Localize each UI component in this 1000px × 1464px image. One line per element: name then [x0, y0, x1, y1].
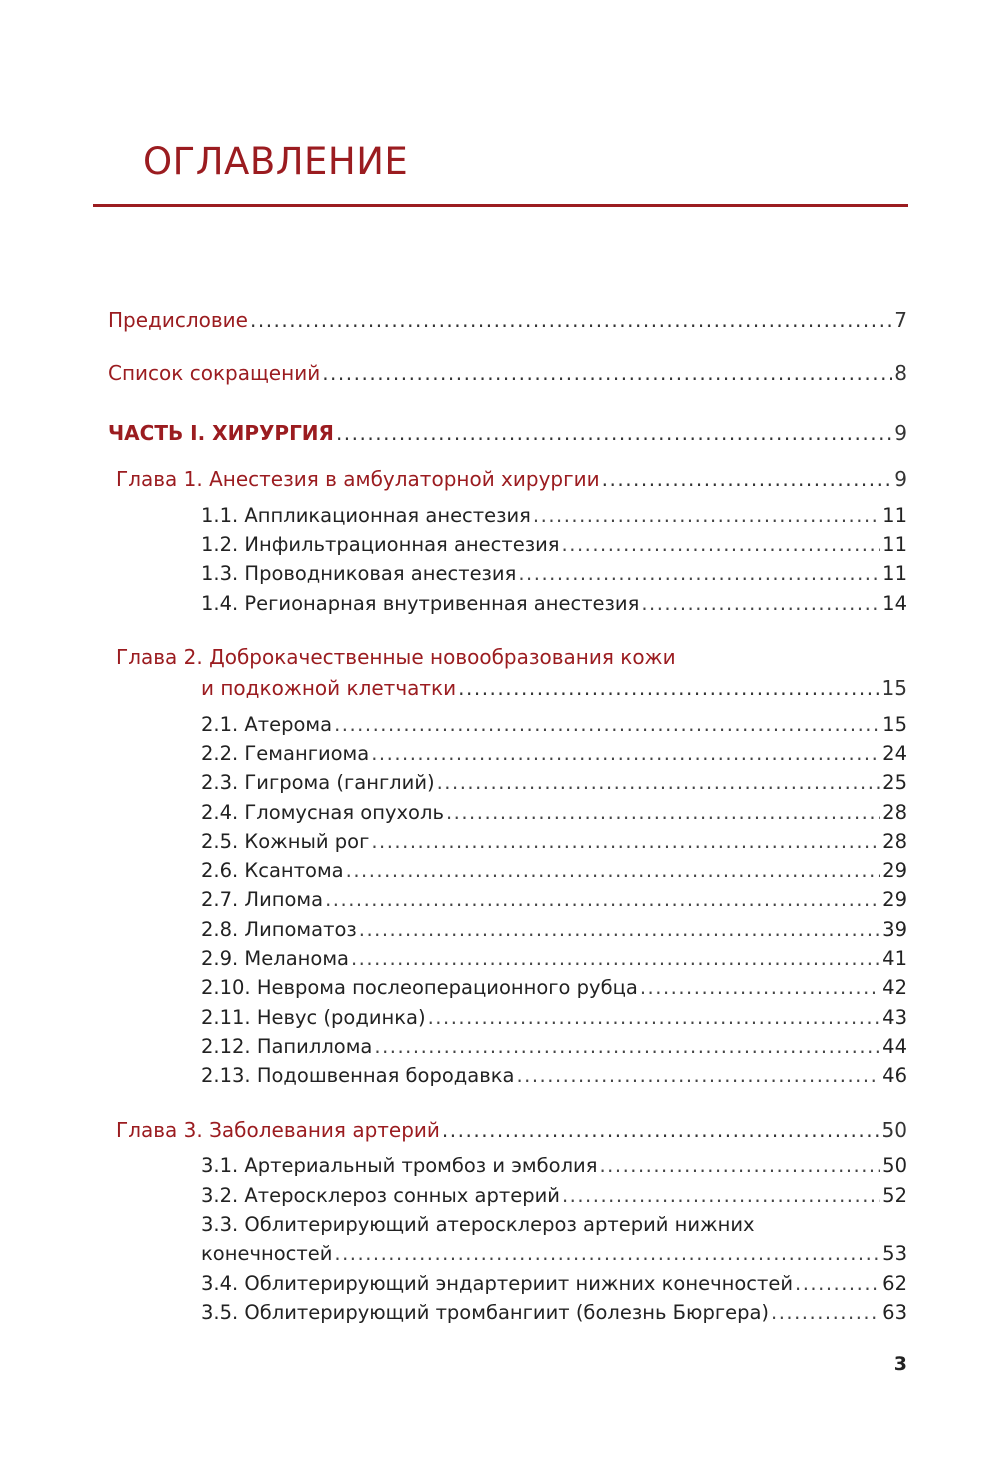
dot-leader	[516, 1066, 880, 1086]
toc-entry-page: 9	[894, 421, 907, 445]
toc-entry-title: 2.10. Неврома послеоперационного рубца	[201, 976, 638, 999]
toc-entry-title: 3.1. Артериальный тромбоз и эмболия	[201, 1154, 598, 1177]
toc-entry-abbreviations[interactable]	[108, 363, 907, 383]
toc-entry-title: 1.4. Регионарная внутривенная анестезия	[201, 592, 640, 615]
toc-entry-section-2-2[interactable]	[201, 744, 907, 764]
toc-entry-page: 15	[881, 676, 907, 700]
toc-entry-title: 2.3. Гигрома (ганглий)	[201, 771, 435, 794]
toc-entry-page: 43	[882, 1006, 907, 1029]
toc-entry-section-3-5[interactable]	[201, 1303, 907, 1323]
toc-entry-page: 11	[882, 533, 907, 556]
toc-entry-title: Список сокращений	[108, 361, 321, 385]
toc-entry-title: Предисловие	[108, 308, 248, 332]
toc-entry-section-1-2[interactable]	[201, 535, 907, 555]
toc-entry-page: 44	[882, 1035, 907, 1058]
toc-entry-title: и подкожной клетчатки	[201, 676, 457, 700]
toc-entry-page: 29	[882, 859, 907, 882]
toc-entry-title: 2.8. Липоматоз	[201, 918, 357, 941]
toc-entry-page: 28	[882, 830, 907, 853]
toc-entry-chapter-2[interactable]	[201, 678, 907, 698]
toc-entry-section-2-11[interactable]	[201, 1008, 907, 1028]
dot-leader	[346, 861, 881, 881]
toc-entry-title: 2.13. Подошвенная бородавка	[201, 1064, 515, 1087]
toc-entry-section-2-8[interactable]	[201, 920, 907, 940]
toc-entry-page: 46	[882, 1064, 907, 1087]
toc-entry-page: 42	[882, 976, 907, 999]
toc-entry-section-2-6[interactable]	[201, 861, 907, 881]
toc-entry-title: 1.1. Аппликационная анестезия	[201, 504, 531, 527]
toc-entry-page: 53	[882, 1242, 907, 1265]
toc-entry-section-2-4[interactable]	[201, 803, 907, 823]
page-number: 3	[893, 1353, 907, 1375]
dot-leader	[640, 978, 880, 998]
dot-leader	[428, 1008, 881, 1028]
toc-entry-page: 11	[882, 504, 907, 527]
toc-entry-title: 2.12. Папиллома	[201, 1035, 373, 1058]
title-rule	[93, 204, 908, 207]
toc-entry-page: 9	[894, 467, 907, 491]
toc-entry-title: 2.5. Кожный рог	[201, 830, 370, 853]
page-title: ОГЛАВЛЕНИЕ	[143, 140, 409, 183]
toc-entry-title: 3.2. Атеросклероз сонных артерий	[201, 1184, 560, 1207]
toc-entry-section-2-1[interactable]	[201, 715, 907, 735]
toc-entry-section-1-3[interactable]	[201, 564, 907, 584]
toc-entry-title: 1.3. Проводниковая анестезия	[201, 562, 517, 585]
dot-leader	[325, 890, 880, 910]
toc-entry-section-3-4[interactable]	[201, 1274, 907, 1294]
toc-entry-section-3-1[interactable]	[201, 1156, 907, 1176]
toc-entry-page: 25	[882, 771, 907, 794]
dot-leader	[641, 594, 880, 614]
toc-entry-part-1[interactable]	[108, 423, 907, 443]
toc-entry-page: 62	[882, 1272, 907, 1295]
dot-leader	[371, 744, 880, 764]
toc-entry-title: Глава 3. Заболевания артерий	[116, 1118, 440, 1142]
toc-entry-section-2-10[interactable]	[201, 978, 907, 998]
dot-leader	[458, 678, 879, 698]
toc-entry-page: 63	[882, 1301, 907, 1324]
toc-entry-title: 3.5. Облитерирующий тромбангиит (болезнь Бюргера)	[201, 1301, 770, 1324]
toc-entry-section-2-5[interactable]	[201, 832, 907, 852]
dot-leader	[371, 832, 880, 852]
toc-entry-chapter-3[interactable]	[116, 1120, 907, 1140]
toc-entry-page: 8	[894, 361, 907, 385]
toc-entry-page: 15	[882, 713, 907, 736]
toc-entry-title: 2.2. Гемангиома	[201, 742, 370, 765]
dot-leader	[322, 363, 892, 383]
dot-leader	[533, 506, 880, 526]
toc-entry-section-2-3[interactable]	[201, 773, 907, 793]
dot-leader	[334, 715, 880, 735]
dot-leader	[336, 423, 892, 443]
toc-entry-page: 29	[882, 888, 907, 911]
toc-entry-title: 2.7. Липома	[201, 888, 324, 911]
dot-leader	[374, 1037, 880, 1057]
dot-leader	[351, 949, 880, 969]
toc-entry-title: ЧАСТЬ I. ХИРУРГИЯ	[108, 421, 334, 445]
dot-leader	[437, 773, 881, 793]
toc-entry-section-3-3[interactable]	[201, 1244, 907, 1264]
dot-leader	[446, 803, 880, 823]
dot-leader	[359, 920, 880, 940]
toc-entry-title: 2.11. Невус (родинка)	[201, 1006, 426, 1029]
toc-entry-title: 2.1. Атерома	[201, 713, 333, 736]
toc-entry-chapter-1[interactable]	[116, 469, 907, 489]
dot-leader	[602, 469, 893, 489]
toc-entry-section-2-13[interactable]	[201, 1066, 907, 1086]
toc-entry-page: 24	[882, 742, 907, 765]
toc-entry-title: Глава 1. Анестезия в амбулаторной хирургии	[116, 467, 600, 491]
dot-leader	[442, 1120, 880, 1140]
toc-entry-title: 2.6. Ксантома	[201, 859, 344, 882]
toc-entry-title: 2.9. Меланома	[201, 947, 349, 970]
toc-entry-page: 41	[882, 947, 907, 970]
toc-entry-section-2-12[interactable]	[201, 1037, 907, 1057]
toc-entry-title: 1.2. Инфильтрационная анестезия	[201, 533, 560, 556]
toc-entry-section-2-9[interactable]	[201, 949, 907, 969]
toc-entry-page: 52	[882, 1184, 907, 1207]
toc-entry-chapter-2-line1[interactable]: Глава 2. Доброкачественные новообразования кожи	[116, 645, 676, 669]
dot-leader	[562, 1186, 880, 1206]
toc-entry-page: 11	[882, 562, 907, 585]
toc-entry-section-1-1[interactable]	[201, 506, 907, 526]
toc-entry-page: 14	[882, 592, 907, 615]
toc-entry-page: 50	[882, 1154, 907, 1177]
dot-leader	[334, 1244, 880, 1264]
toc-entry-section-3-3-line1[interactable]: 3.3. Облитерирующий атеросклероз артерий нижних	[201, 1213, 755, 1236]
toc-entry-preface[interactable]	[108, 310, 907, 330]
dot-leader	[771, 1303, 880, 1323]
dot-leader	[250, 310, 892, 330]
toc-entry-title: конечностей	[201, 1242, 333, 1265]
toc-entry-page: 50	[881, 1118, 907, 1142]
dot-leader	[599, 1156, 880, 1176]
toc-entry-page: 39	[882, 918, 907, 941]
toc-entry-section-1-4[interactable]	[201, 594, 907, 614]
dot-leader	[562, 535, 881, 555]
toc-entry-title: 3.4. Облитерирующий эндартериит нижних конечностей	[201, 1272, 794, 1295]
toc-entry-page: 28	[882, 801, 907, 824]
toc-entry-section-2-7[interactable]	[201, 890, 907, 910]
dot-leader	[518, 564, 880, 584]
toc-entry-section-3-2[interactable]	[201, 1186, 907, 1206]
toc-entry-title: 2.4. Гломусная опухоль	[201, 801, 444, 824]
toc-entry-page: 7	[894, 308, 907, 332]
dot-leader	[795, 1274, 880, 1294]
